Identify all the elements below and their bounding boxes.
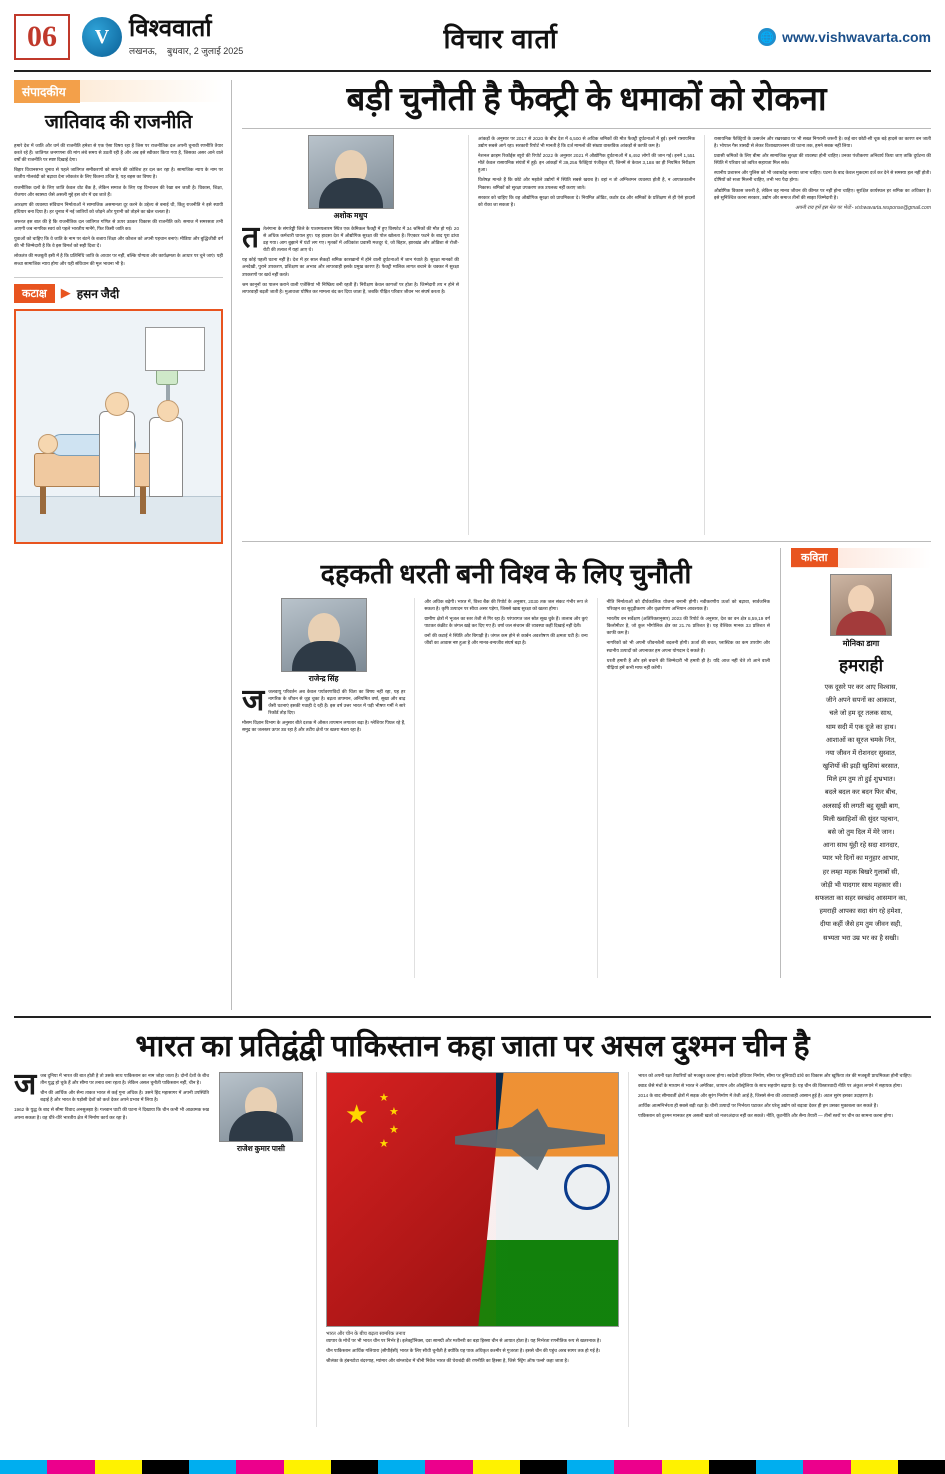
article-column <box>14 1072 307 1427</box>
poem-line: चले जो हम दूर तलक साथ, <box>829 710 893 718</box>
dropcap: ज <box>14 1072 37 1101</box>
main-headline: बड़ी चुनौती है फैक्ट्री के धमाकों को रोकना <box>346 82 827 118</box>
article-para: तेलंगाना के संगारेड्डी जिले के पाशमयलारम स्थित एक केमिकल फैक्ट्री में हुए विस्फोट में 34 श्रमिकों की मौत हो गई। 20 से अधिक कर्मचारी घायल हुए। यह हादसा देश में औद्योगिक सुरक्षा की पोल खोलता है। रिएक्टर फटने के बाद पूरा ढांचा ढह गया। आग बुझाने में घंटों लग गए। मृतकों में अधिकांश प्रवासी मजदूर थे, जो बिहार, झारखंड और ओडिशा से रोजी-रोटी की तलाश में यहां आए थे। <box>263 225 459 253</box>
article-para: व्यापार के मोर्चे पर भी भारत चीन पर निर्भर है। इलेक्ट्रॉनिक्स, दवा सामग्री और मशीनरी का बड़ा हिस्सा चीन से आयात होता है। यह निर्भरता रणनीतिक रूप से खतरनाक है। <box>326 1338 602 1343</box>
poet-name: मोनिका डागा <box>842 638 880 648</box>
editorial-para: बिहार विधानसभा चुनाव से पहले जातिगत समीकरणों को साधने की कोशिश हर दल कर रहा है। सामाजिक न्याय के नाम पर जातीय गोलबंदी को बढ़ावा देना लोकतंत्र के लिए कितना उचित है, यह बहस का विषय है। <box>14 167 223 180</box>
poem-line: जीने अपने सपनों का आकाश, <box>825 697 897 705</box>
masthead <box>14 10 931 72</box>
article-para: रासायनिक फैक्ट्रियों के उत्सर्जन और रखरखाव पर भी सख्त निगरानी जरूरी है। कई बार छोटी-सी चूक बड़े हादसे का कारण बन जाती है। भोपाल गैस त्रासदी से लेकर विशाखापत्तनम की घटना तक, हमने सबक नहीं लिया। <box>714 135 931 149</box>
poem-line: आशाओं का सूरज चमके नित, <box>826 736 896 744</box>
poem-line: आना साथ यूंही रहे सदा शानदार, <box>822 842 900 850</box>
edition-date: बुधवार, 2 जुलाई 2025 <box>167 46 244 56</box>
response-mail-note[interactable]: अपनी राय हमें इस मेल पर भेजें:- vishwavarta.response@gmail.com <box>795 204 931 211</box>
article-column <box>597 598 770 978</box>
article-column <box>628 1072 931 1427</box>
poem-title: हमराही <box>839 655 883 675</box>
poem-label-bar <box>791 548 931 568</box>
editorial-label-bar <box>14 80 223 102</box>
ashoka-chakra-icon <box>564 1164 610 1210</box>
article-para: सरकार को चाहिए कि वह औद्योगिक सुरक्षा को प्राथमिकता दे। नियमित ऑडिट, कठोर दंड और श्रमिकों के प्रशिक्षण से ही ऐसे हादसों को रोका जा सकता है। <box>478 194 695 207</box>
article-two-section <box>242 548 931 978</box>
editorial-para: जरूरत इस बात की है कि राजनीतिक दल जातिगत गणित से ऊपर उठकर विकास की राजनीति करें। समाज में समरसता तभी आएगी जब नागरिक स्वयं को पहले भारतीय मानेंगे, फिर किसी जाति का। <box>14 218 223 232</box>
publication-name: विश्ववार्ता <box>129 16 212 42</box>
article-para: चीन की आर्थिक और सैन्य ताकत भारत से कई गुना अधिक है। उसने हिंद महासागर में अपनी उपस्थिति बढ़ाई है और भारत के पड़ोसी देशों को कर्ज देकर अपने प्रभाव में लिया है। <box>40 1090 209 1103</box>
article-para: वनों की कटाई ने स्थिति और बिगाड़ी है। जंगल कम होने से कार्बन अवशोषण की क्षमता घटी है। वन्य जीवों का आवास नष्ट हुआ है और मानव-वन्यजीव संघर्ष बढ़ा है। <box>424 633 588 646</box>
article-main-body <box>242 135 931 535</box>
editorial-label: संपादकीय <box>14 80 80 103</box>
kataksh-header <box>14 277 223 303</box>
article-column <box>242 598 405 978</box>
editorial-para: राजनीतिक दलों के लिए जाति केवल वोट बैंक है, लेकिन समाज के लिए यह विभाजन की रेखा बन जाती है। विकास, शिक्षा, रोजगार और स्वास्थ्य जैसे असली मुद्दे इस शोर में दब जाते हैं। <box>14 184 223 197</box>
article-two <box>242 548 781 978</box>
article-para: श्रीलंका के हंबनटोटा बंदरगाह, म्यांमार और बांग्लादेश में चीनी निवेश भारत की घेराबंदी की रणनीति का हिस्सा है, जिसे 'स्ट्रिंग ऑफ पर्ल्स' कहा जाता है। <box>326 1358 569 1364</box>
article-para: आर्थिक आत्मनिर्भरता ही सबसे बड़ी रक्षा है। चीनी उत्पादों पर निर्भरता घटाकर और घरेलू उद्योग को बढ़ावा देकर ही हम उसका मुकाबला कर सकते हैं। <box>638 1103 878 1109</box>
arrow-icon: ▶ <box>60 285 71 301</box>
poem-line: थाम सदी में एक दूजे का हाथ। <box>825 723 897 731</box>
article-para: जलवायु परिवर्तन अब केवल पर्यावरणविदों की चिंता का विषय नहीं रहा, यह हर नागरिक के जीवन से जुड़ चुका है। बढ़ता तापमान, अनियमित वर्षा, सूखा और बाढ़ जैसी घटनाएं इसकी गवाही दे रही हैं। इस वर्ष उत्तर भारत में पड़ी भीषण गर्मी ने सारे रिकॉर्ड तोड़ दिए। <box>268 688 406 716</box>
article-column <box>242 135 459 535</box>
poem-line: हमराही आपका सदा संग रहे हमेशा, <box>819 908 903 916</box>
article-para: पाकिस्तान को दुश्मन मानकर हम असली खतरे को नजरअंदाज नहीं कर सकते। नीति, कूटनीति और सैन्य तैयारी — तीनों स्तरों पर चीन का सामना करना होगा। <box>638 1113 893 1119</box>
author-photo <box>308 135 394 209</box>
article-para: भारतीय वन सर्वेक्षण (अतिरिक्तानुसार) 2023 की रिपोर्ट के अनुसार, देश का वन क्षेत्र 8,59,19 वर्ग किलोमीटर है, जो कुल भौगोलिक क्षेत्र का 21.76 प्रतिशत है। यह वैश्विक मानक 33 प्रतिशत से काफी कम है। <box>606 616 770 636</box>
website-url: www.vishwavarta.com <box>782 29 931 45</box>
page-number: 06 <box>14 14 70 60</box>
dropcap: ज <box>242 683 265 717</box>
website-link[interactable] <box>758 28 931 46</box>
poem-line: एक दूसरे पर कर आए विश्वास, <box>824 683 898 691</box>
editorial-para: हमारे देश में जाति और धर्म की राजनीति हमेशा से एक ऐसा विषय रहा है जिस पर राजनीतिक दल अपनी चुनावी रणनीति तैयार करते रहे हैं। जातिगत जनगणना की मांग लंबे समय से उठती रही है और अब इसे स्वीकार किया गया है, जिसका असर आने वाले वर्षों की राजनीति पर स्पष्ट दिखाई देगा। <box>14 143 223 163</box>
article-para: और अधिक बढ़ेगी। भारत में, विश्व बैंक की रिपोर्ट के अनुसार, 2030 तक जल संकट गंभीर रूप ले सकता है। कृषि उत्पादन पर सीधा असर पड़ेगा, जिससे खाद्य सुरक्षा को खतरा होगा। <box>424 598 588 612</box>
poem-body <box>791 682 931 945</box>
poem-line: मिले हम तुम तो हुई शुभ्रभात। <box>826 776 896 784</box>
india-flag <box>478 1073 618 1326</box>
author-block <box>215 1072 307 1154</box>
poem-line: खुशियों की झड़ी खुशियां बरसात, <box>822 763 900 771</box>
article-column <box>414 598 587 978</box>
author-photo <box>281 598 367 672</box>
article-para: नीति निर्माताओं को दीर्घकालिक योजना बनानी होगी। नवीकरणीय ऊर्जा को बढ़ावा, सार्वजनिक परिवहन का सुदृढ़ीकरण और वृक्षारोपण अभियान आवश्यक हैं। <box>606 598 770 612</box>
article-para: मौसम विज्ञान विभाग के अनुसार बीते दशक में औसत तापमान लगातार बढ़ा है। ग्लेशियर पिघल रहे हैं, समुद्र का जलस्तर ऊपर उठ रहा है और तटीय क्षेत्रों पर खतरा मंडरा रहा है। <box>242 720 406 733</box>
article-para: 1962 के युद्ध के बाद से सीमा विवाद अनसुलझा है। गलवान घाटी की घटना ने दिखाया कि चीन कभी भी आक्रामक रुख अपना सकता है। वह धीरे-धीरे भारतीय क्षेत्र में निर्माण कार्य कर रहा है। <box>14 1107 209 1120</box>
bottom-headline: भारत का प्रतिद्वंद्वी पाकिस्तान कहा जाता पर असल दुश्मन चीन है <box>135 1030 810 1063</box>
editorial-para: युवाओं को चाहिए कि वे जाति के नाम पर बंटने के बजाय शिक्षा और कौशल को अपनी पहचान बनाएं। मीडिया और बुद्धिजीवी वर्ग की भी जिम्मेदारी है कि वे इस विमर्श को सही दिशा दें। <box>14 236 223 249</box>
author-block <box>276 598 372 684</box>
dropcap: त <box>242 220 260 254</box>
editorial-body <box>14 142 223 267</box>
author-photo <box>219 1072 303 1142</box>
article-column <box>704 135 931 535</box>
author-block <box>303 135 399 221</box>
poem-line: जोड़ी भी यादगार साथ महकार सी। <box>820 881 902 889</box>
article-para: भारत को अपनी रक्षा तैयारियों को मजबूत करना होगा। स्वदेशी हथियार निर्माण, सीमा पर बुनियादी ढांचे का विकास और खुफिया तंत्र की मजबूती प्राथमिकता होनी चाहिए। <box>638 1073 912 1078</box>
poem-line: दीया कहीं जैसे हम तुम जीवन सही, <box>820 921 902 929</box>
article-para: प्रवासी श्रमिकों के लिए बीमा और सामाजिक सुरक्षा की व्यवस्था होनी चाहिए। उनका पंजीकरण अनिवार्य किया जाए ताकि दुर्घटना की स्थिति में परिवार को त्वरित सहायता मिल सके। <box>714 153 931 166</box>
article-para: क्वाड जैसे मंचों के माध्यम से भारत ने अमेरिका, जापान और ऑस्ट्रेलिया के साथ सहयोग बढ़ाया है। यह चीन की विस्तारवादी नीति पर अंकुश लगाने में सहायक होगा। <box>638 1083 903 1089</box>
india-china-photo <box>326 1072 619 1327</box>
article-para: विशेषज्ञ मानते हैं कि छोटे और मझोले उद्योगों में स्थिति सबसे खराब है। वहां न तो अग्निशमन व्यवस्था होती है, न आपातकालीन निकास। श्रमिकों को सुरक्षा उपकरण तक उपलब्ध नहीं कराए जाते। <box>478 177 695 190</box>
article-para: यह कोई पहली घटना नहीं है। देश में हर साल सैकड़ों श्रमिक कारखानों में होने वाली दुर्घटनाओं में जान गंवाते हैं। सुरक्षा मानकों की अनदेखी, पुराने उपकरण, प्रशिक्षण का अभाव और लापरवाही इसके प्रमुख कारण हैं। फैक्ट्री मालिक लागत बचाने के चक्कर में सुरक्षा उपकरणों पर खर्च नहीं करते। <box>242 257 459 277</box>
author-name: अशोक मधुप <box>333 210 368 220</box>
article-column <box>316 1072 619 1427</box>
article-para: 2014 के बाद सीमावर्ती क्षेत्रों में सड़क और सुरंग निर्माण में तेजी आई है, जिससे सेना की आवाजाही आसान हुई है। अटल सुरंग इसका उदाहरण है। <box>638 1093 874 1099</box>
poem-line: मिली ख्वाहिशों की सुंदर पहचान, <box>823 815 899 823</box>
article-para: जब दुनिया में भारत की बात होती है तो उसके साथ पाकिस्तान का नाम जोड़ा जाता है। दोनों देशों के बीच तीन युद्ध हो चुके हैं और सीमा पर तनाव बना रहता है। लेकिन असल चुनौती पाकिस्तान नहीं, चीन है। <box>40 1073 209 1086</box>
editorial-para: लोकतंत्र की मजबूती इसी में है कि प्रतिनिधि जाति के आधार पर नहीं, बल्कि योग्यता और कार्यक्षमता के आधार पर चुने जाएं। यही सच्चा सामाजिक न्याय होगा और यही संविधान की मूल भावना भी है। <box>14 253 223 266</box>
poem-line: सभ्यता भरा उम्र भर का है सखी। <box>823 934 899 942</box>
article-para: ग्रामीण क्षेत्रों में भूजल का स्तर तेजी से गिर रहा है। परंपरागत जल स्रोत सूख चुके हैं। तालाब और कुएं पाटकर कंक्रीट के जंगल खड़े कर दिए गए हैं। वर्षा जल संचयन की व्यवस्था कहीं दिखाई नहीं देती। <box>424 616 588 629</box>
article-para: श्रम कानूनों का पालन कराने वाली एजेंसियां भी निष्क्रिय बनी रहती हैं। निरीक्षण केवल कागजों पर होता है। जिम्मेदारी तय न होने से लापरवाही बढ़ती जाती है। मुआवजा घोषित कर मामला बंद कर दिया जाता है, जबकि पीड़ित परिवार जीवन भर संघर्ष करता है। <box>242 281 459 294</box>
poem-line: प्यार भरे दिनों का मनुहार आभार, <box>822 855 900 863</box>
editorial-headline: जातिवाद की राजनीति <box>44 112 193 133</box>
main-column <box>232 80 931 1010</box>
hospital-cartoon-image <box>14 309 223 544</box>
article-para: आंकड़ों के अनुसार पर 2017 से 2020 के बीच देश में 6,500 से अधिक श्रमिकों की मौत फैक्ट्री दुर्घटनाओं में हुई। इनमें रासायनिक उद्योग सबसे आगे रहा। सरकारी रिपोर्ट भी मानती है कि दर्ज मामलों की संख्या वास्तविक आंकड़ों से काफी कम है। <box>478 135 695 149</box>
poem-line: नया जीवन में रोशनदर सुस्वात, <box>825 749 897 757</box>
poem-line: सफलता का सहर स्वच्छंद आसमान का, <box>815 894 907 902</box>
bottom-article <box>14 1016 931 1427</box>
photo-caption: भारत और चीन के बीच बढ़ता सामरिक तनाव <box>326 1331 406 1337</box>
poem-line: बसे जो तुम दिल में मेरे जान। <box>827 829 895 836</box>
section-title: विचार वार्ता <box>443 23 558 54</box>
kataksh-label: कटाक्ष <box>14 284 55 303</box>
poet-photo <box>830 574 892 636</box>
article-para: धरती हमारी है और इसे बचाने की जिम्मेदारी भी हमारी ही है। यदि आज नहीं चेते तो आने वाली पीढ़ियां हमें कभी माफ नहीं करेंगी। <box>606 657 770 670</box>
poem-line: बदले बदल कर बदन फिर बीच, <box>824 789 898 797</box>
article-two-headline: दहकती धरती बनी विश्व के लिए चुनौती <box>320 558 692 589</box>
cartoonist-name: हसन जैदी <box>76 286 120 301</box>
article-para: स्थानीय प्रशासन और पुलिस को भी जवाबदेह बनाया जाना चाहिए। घटना के बाद केवल मुकदमा दर्ज कर देने से समस्या हल नहीं होती। दोषियों को सजा मिलनी चाहिए, तभी भय पैदा होगा। <box>714 170 931 183</box>
china-flag: ★ ★ ★ ★ ★ <box>327 1073 496 1326</box>
poem-section <box>781 548 931 978</box>
editorial-column <box>14 80 232 1010</box>
publication-logo[interactable] <box>82 17 243 57</box>
article-para: चीन पाकिस्तान आर्थिक गलियारा (सीपीईसी) भारत के लिए सीधी चुनौती है क्योंकि यह पाक अधिकृत कश्मीर से गुजरता है। इससे चीन की पहुंच अरब सागर तक हो गई है। <box>326 1348 601 1354</box>
article-para: नागरिकों को भी अपनी जीवनशैली बदलनी होगी। ऊर्जा की बचत, प्लास्टिक का कम उपयोग और स्थानीय उत्पादों को अपनाकर हम अपना योगदान दे सकते हैं। <box>606 640 770 653</box>
cmyk-registration-bar <box>0 1460 945 1474</box>
globe-icon: 🌐 <box>758 28 776 46</box>
poem-line: अलसाई सी लगती बहु सूखी बाग, <box>822 802 900 810</box>
editorial-para: आरक्षण की व्यवस्था संविधान निर्माताओं ने सामाजिक असमानता दूर करने के उद्देश्य से बनाई थी, किंतु राजनीति ने इसे स्थायी हथियार बना दिया है। हर चुनाव में नई जातियों को जोड़ने और पुरानी को तोड़ने का खेल चलता है। <box>14 201 223 214</box>
edition-city: लखनऊ, <box>129 46 158 56</box>
article-para: औद्योगिक विकास जरूरी है, लेकिन वह मानव जीवन की कीमत पर नहीं होना चाहिए। सुरक्षित कार्यस्थल हर श्रमिक का अधिकार है। इसे सुनिश्चित करना सरकार, उद्योग और समाज तीनों की साझा जिम्मेदारी है। <box>714 187 931 200</box>
page-content <box>14 80 931 1010</box>
article-para: नेशनल क्राइम रिकॉर्ड्स ब्यूरो की रिपोर्ट 2022 के अनुसार 2021 में औद्योगिक दुर्घटनाओं में 6,492 लोगों की जान गई। इनमें 1,551 मौतें केवल रासायनिक संयंत्रों में हुईं। इन आंकड़ों में 39,256 फैक्ट्रियां पंजीकृत थीं, जिनमें से केवल 3,188 का ही नियमित निरीक्षण हुआ। <box>478 153 695 173</box>
author-name: राजेश कुमार पासी <box>237 1144 285 1153</box>
logo-globe-icon: V <box>82 17 122 57</box>
article-column <box>468 135 695 535</box>
star-icon: ★ <box>345 1099 369 1129</box>
poem-label: कविता <box>791 548 838 567</box>
author-name: राजेन्द्र सिंह <box>308 673 339 683</box>
poem-line: हर लम्हा महक बिखरे गुलाबों सी, <box>822 868 900 876</box>
